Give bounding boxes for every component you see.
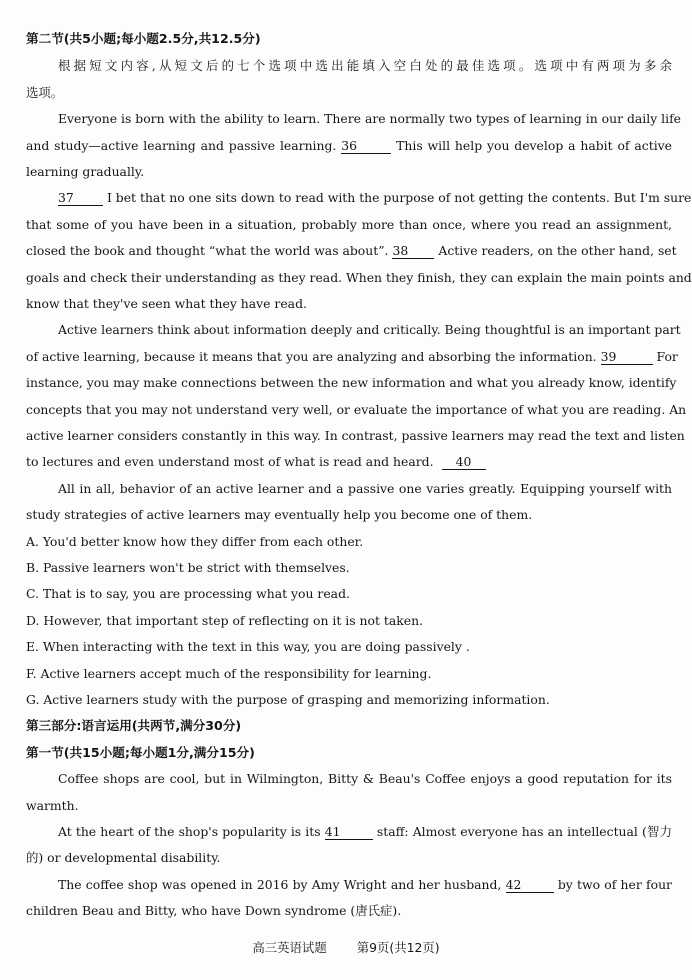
passage-line: All in all, behavior of an active learner and a passive one varies greatly. Equipping yourself with <box>58 481 672 496</box>
answer-blank-41[interactable]: 41 <box>325 825 373 840</box>
passage-text: of active learning, because it means that you are analyzing and absorbing the information. <box>26 349 597 364</box>
passage-text: This will help you develop a habit of active <box>396 138 672 153</box>
passage-line: study strategies of active learners may eventually help you become one of them. <box>26 507 533 522</box>
option-b: B. Passive learners won't be strict with themselves. <box>26 560 350 575</box>
passage-line: instance, you may make connections between the new information and what you already know, identify <box>26 375 677 390</box>
passage-line <box>58 877 672 893</box>
passage-line: warmth. <box>26 798 79 813</box>
footer-page-number: 第9页(共12页) <box>356 940 440 955</box>
answer-blank-42[interactable]: 42 <box>506 878 554 893</box>
passage-line: concepts that you may not understand very well, or evaluate the importance of what you are reading. An <box>26 402 687 417</box>
answer-blank-40[interactable]: 40 <box>442 455 486 470</box>
footer-subject: 高三英语试题 <box>252 940 327 955</box>
passage-text: The coffee shop was opened in 2016 by Amy Wright and her husband, <box>58 877 502 892</box>
instruction-text: 选项。 <box>26 85 64 100</box>
passage-line: that some of you have been in a situation, probably more than once, where you read an assignment, <box>26 217 672 232</box>
passage-line <box>26 138 672 154</box>
section-heading: 第一节(共15小题;每小题1分,满分15分) <box>26 745 255 760</box>
passage-line <box>26 349 678 365</box>
option-e: E. When interacting with the text in this way, you are doing passively . <box>26 639 470 654</box>
page-footer <box>0 940 692 956</box>
option-c: C. That is to say, you are processing what you read. <box>26 586 350 601</box>
passage-line: learning gradually. <box>26 164 145 179</box>
passage-line: children Beau and Bitty, who have Down syndrome (唐氏症). <box>26 903 402 918</box>
section-heading: 第二节(共5小题;每小题2.5分,共12.5分) <box>26 31 261 46</box>
passage-line: active learner considers constantly in this way. In contrast, passive learners may read the text and listen <box>26 428 685 443</box>
answer-blank-39[interactable]: 39 <box>601 350 653 365</box>
passage-line: goals and check their understanding as they read. When they finish, they can explain the main points and <box>26 270 692 285</box>
passage-text: For <box>656 349 678 364</box>
option-d: D. However, that important step of reflecting on it is not taken. <box>26 613 424 628</box>
option-f: F. Active learners accept much of the responsibility for learning. <box>26 666 432 681</box>
part-heading: 第三部分:语言运用(共两节,满分30分) <box>26 718 242 733</box>
passage-line <box>58 190 692 206</box>
passage-line <box>58 824 672 840</box>
instruction-text: 根据短文内容,从短文后的七个选项中选出能填入空白处的最佳选项。选项中有两项为多余 <box>58 58 672 73</box>
passage-line: 的) or developmental disability. <box>26 850 221 865</box>
passage-line: Coffee shops are cool, but in Wilmington, Bitty & Beau's Coffee enjoys a good reputation for its <box>58 771 672 786</box>
passage-text: and study—active learning and passive learning. <box>26 138 337 153</box>
option-g: G. Active learners study with the purpose of grasping and memorizing information. <box>26 692 550 707</box>
passage-line <box>26 454 486 470</box>
passage-text: I bet that no one sits down to read with the purpose of not getting the contents. But I'm sure <box>106 190 692 205</box>
passage-line: Active learners think about information deeply and critically. Being thoughtful is an important part <box>58 322 681 337</box>
passage-text: Active readers, on the other hand, set <box>438 243 677 258</box>
passage-line: know that they've seen what they have read. <box>26 296 307 311</box>
passage-line: Everyone is born with the ability to learn. There are normally two types of learning in our daily life <box>58 111 682 126</box>
passage-text: At the heart of the shop's popularity is its <box>58 824 321 839</box>
answer-blank-38[interactable]: 38 <box>392 244 434 259</box>
passage-line <box>26 243 677 259</box>
passage-text: to lectures and even understand most of what is read and heard. <box>26 454 434 469</box>
passage-text: by two of her four <box>557 877 672 892</box>
passage-text: closed the book and thought “what the world was about”. <box>26 243 389 258</box>
answer-blank-37[interactable]: 37 <box>58 191 103 206</box>
passage-text: staff: Almost everyone has an intellectual (智力 <box>376 824 672 839</box>
option-a: A. You'd better know how they differ from each other. <box>26 534 364 549</box>
answer-blank-36[interactable]: 36 <box>341 139 391 154</box>
